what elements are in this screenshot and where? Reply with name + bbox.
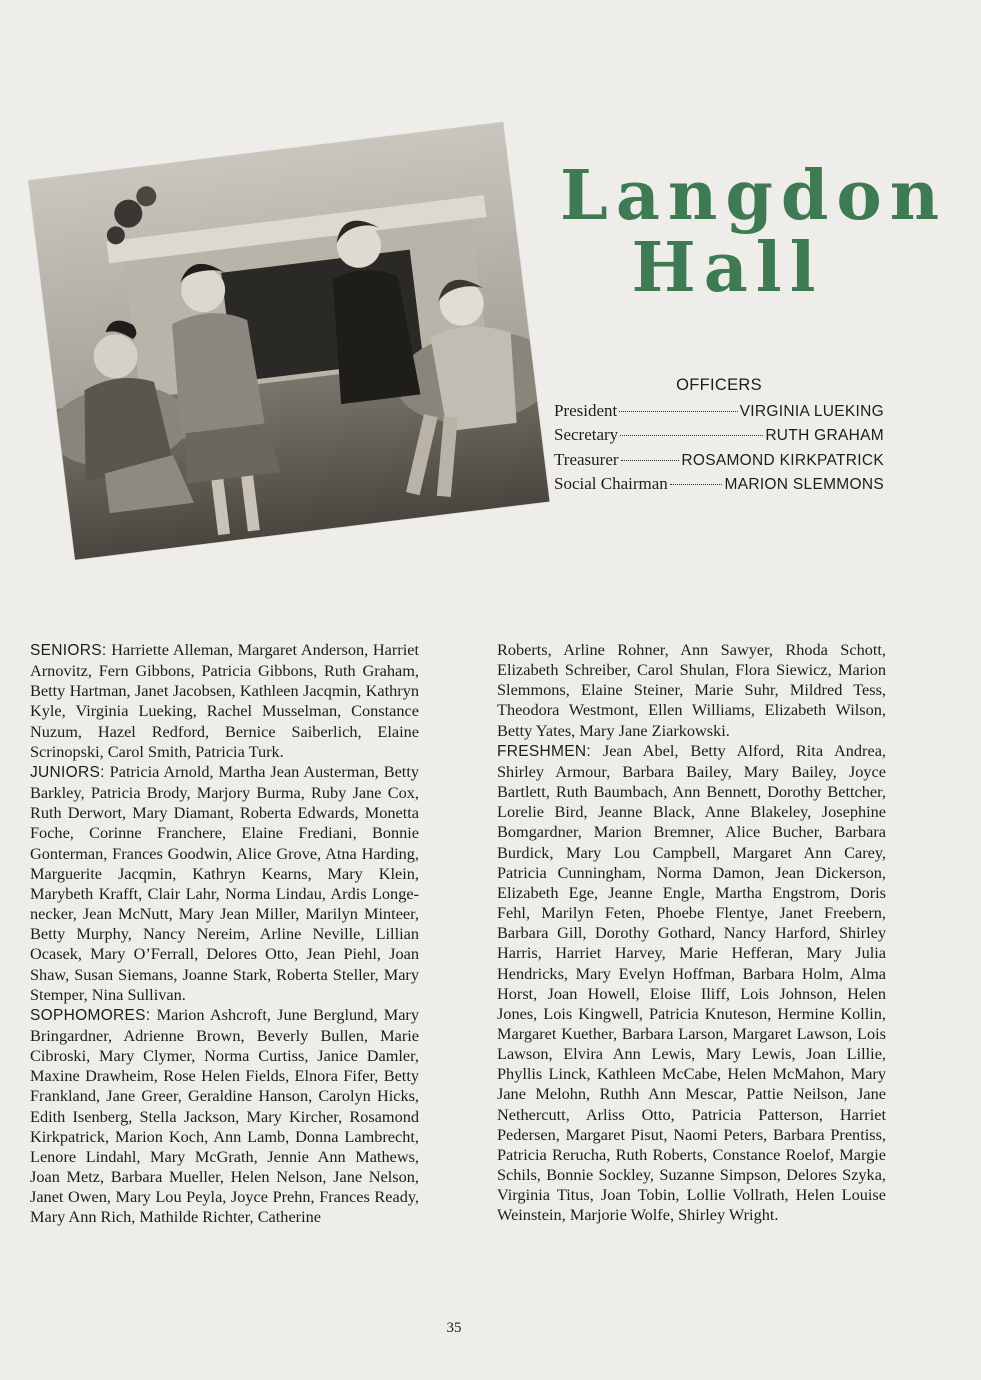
title-line-1: Langdon xyxy=(560,156,948,236)
class-sophomores xyxy=(30,1005,419,1228)
class-sophomores-continued xyxy=(497,640,886,741)
class-label-freshmen: FRESHMEN: xyxy=(497,742,591,760)
members-column-left xyxy=(30,640,419,1228)
group-photo-image xyxy=(29,122,550,559)
officers-section xyxy=(554,374,884,497)
officer-role: Treasurer xyxy=(554,449,619,469)
class-names-sophomores-part2: Roberts, Arline Rohner, Ann Sawyer, Rhoda Schott, Elizabeth Schreiber, Carol Shulan, Flora Siewicz, Marion Slemmons, Elaine Steiner, Marie Suhr, Mildred Tess, Theodora Westmont, Ellen Williams, Elizabeth Wilson, Betty Yates, Mary Jane Ziarkowski. xyxy=(497,640,886,740)
officer-row-treasurer xyxy=(554,448,884,473)
class-freshmen xyxy=(497,741,886,1226)
class-juniors xyxy=(30,762,419,1005)
page-title xyxy=(560,156,948,308)
officer-name: ROSAMOND KIRKPATRICK xyxy=(681,451,884,469)
members-column-right xyxy=(497,640,886,1226)
class-names-sophomores-part1: Marion Ashcroft, June Berglund, Mary Bringardner, Adrienne Brown, Beverly Bullen, Marie Cibroski, Mary Clymer, Norma Curtiss, Janice Damler, Maxine Drawheim, Rose Helen Fields, Elnora Fifer, Betty Frankland, Jane Greer, Geraldine Hanson, Carolyn Hicks, Edith Isenberg, Stella Jackson, Mary Kircher, Rosamond Kirkpatrick, Marion Koch, Ann Lamb, Donna Lambrecht, Lenore Lindahl, Mary McGrath, Jennie Ann Mathews, Joan Metz, Barbara Mueller, Helen Nelson, Jane Nelson, Janet Owen, Mary Lou Peyla, Joyce Prehn, Frances Ready, Mary Ann Rich, Mathilde Richter, Catherine xyxy=(30,1004,419,1227)
officer-name: VIRGINIA LUEKING xyxy=(739,402,884,420)
officer-role: Social Chairman xyxy=(554,474,668,493)
officer-row-social-chairman xyxy=(554,472,884,497)
title-line-2: Hall xyxy=(631,228,824,308)
class-names-juniors: Patricia Arnold, Martha Jean Austerman, Betty Barkley, Patricia Brody, Marjory Burma, Ruby Jane Cox, Ruth Derwort, Mary Diamant, Roberta Edwards, Monetta Foche, Corinne Franchere, Elaine Frediani, Bonnie Gonterman, Frances Goodwin, Alice Grove, Atna Harding, Marguerite Jacqmin, Kathryn Kearns, Mary Klein, Marybeth Krafft, Clair Lahr, Norma Lindau, Ardis Longenecker, Jean McNutt, Mary Jean Miller, Marilyn Minteer, Betty Murphy, Nancy Nereim, Arline Neville, Lillian Ocasek, Mary O’Ferrall, Delores Otto, Jean Piehl, Joan Shaw, Susan Siemans, Joanne Stark, Roberta Steller, Mary Stemper, Nina Sullivan. xyxy=(30,761,419,1004)
class-label-sophomores: SOPHOMORES: xyxy=(30,1006,151,1024)
officer-role: President xyxy=(554,400,618,420)
officer-name: MARION SLEMMONS xyxy=(724,476,884,493)
leader-dots xyxy=(621,460,680,461)
officers-heading: OFFICERS xyxy=(676,376,762,394)
leader-dots xyxy=(620,435,763,436)
officer-row-secretary xyxy=(554,423,884,448)
officer-name: RUTH GRAHAM xyxy=(765,427,884,444)
leader-dots xyxy=(670,484,723,485)
page-number: 35 xyxy=(446,1320,462,1336)
leader-dots xyxy=(619,411,737,412)
class-names-seniors: Harriette Alleman, Margaret Anderson, Harriet Arnovitz, Fern Gibbons, Patricia Gibbons, Ruth Graham, Betty Hartman, Janet Jacobsen, Kathleen Jacqmin, Kathryn Kyle, Virginia Lueking, Rachel Musselman, Constance Nuzum, Hazel Redford, Bernice Saiberlich, Elaine Scrinopski, Carol Smith, Patricia Turk. xyxy=(30,640,419,761)
class-label-seniors: SENIORS: xyxy=(30,642,107,659)
class-names-freshmen: Jean Abel, Betty Alford, Rita Andrea, Shirley Armour, Barbara Bailey, Mary Bailey, Joyce Bartlett, Ruth Baumbach, Ann Bennett, Dorothy Bettcher, Lorelie Bird, Jeanne Black, Anne Blakeley, Josephine Bomgardner, Marion Bremner, Alice Bucher, Barbara Burdick, Mary Lou Campbell, Margaret Ann Carey, Patricia Cunningham, Norma Damon, Jean Dickerson, Elizabeth Ege, Jeanne Engle, Martha Engstrom, Doris Fehl, Marilyn Feten, Phoebe Flentye, Janet Freebern, Barbara Gill, Dorothy Gothard, Nancy Harford, Shirley Harris, Harriet Harvey, Marie Hefferan, Mary Julia Hendricks, Mary Evelyn Hoffman, Barbara Holm, Alma Horst, Joan Howell, Eloise Iliff, Lois Johnson, Helen Jones, Lois Kingwell, Patricia Knuteson, Hermine Kollin, Margaret Kuether, Barbara Larson, Margaret Lawson, Lois Lawson, Elvira Ann Lewis, Mary Lewis, Joan Lillie, Phyllis Linck, Kathleen McCabe, Helen McMahon, Mary Jane Melohn, Ruthh Ann Mescar, Pattie Neilson, Jane Nethercutt, Arliss Otto, Patricia Patterson, Harriet Pedersen, Margaret Pisut, Naomi Peters, Barbara Prentiss, Patricia Rerucha, Ruth Roberts, Constance Roelof, Margie Schils, Bonnie Sockley, Suzanne Simpson, Delores Szyka, Virginia Titus, Joan Tobin, Lollie Vollrath, Helen Louise Weinstein, Marjorie Wolfe, Shirley Wright. xyxy=(497,740,887,1225)
officer-role: Secretary xyxy=(554,425,619,444)
group-photo xyxy=(29,122,550,559)
officer-row-president xyxy=(554,399,884,424)
class-label-juniors: JUNIORS: xyxy=(30,763,105,781)
class-seniors xyxy=(30,640,419,762)
